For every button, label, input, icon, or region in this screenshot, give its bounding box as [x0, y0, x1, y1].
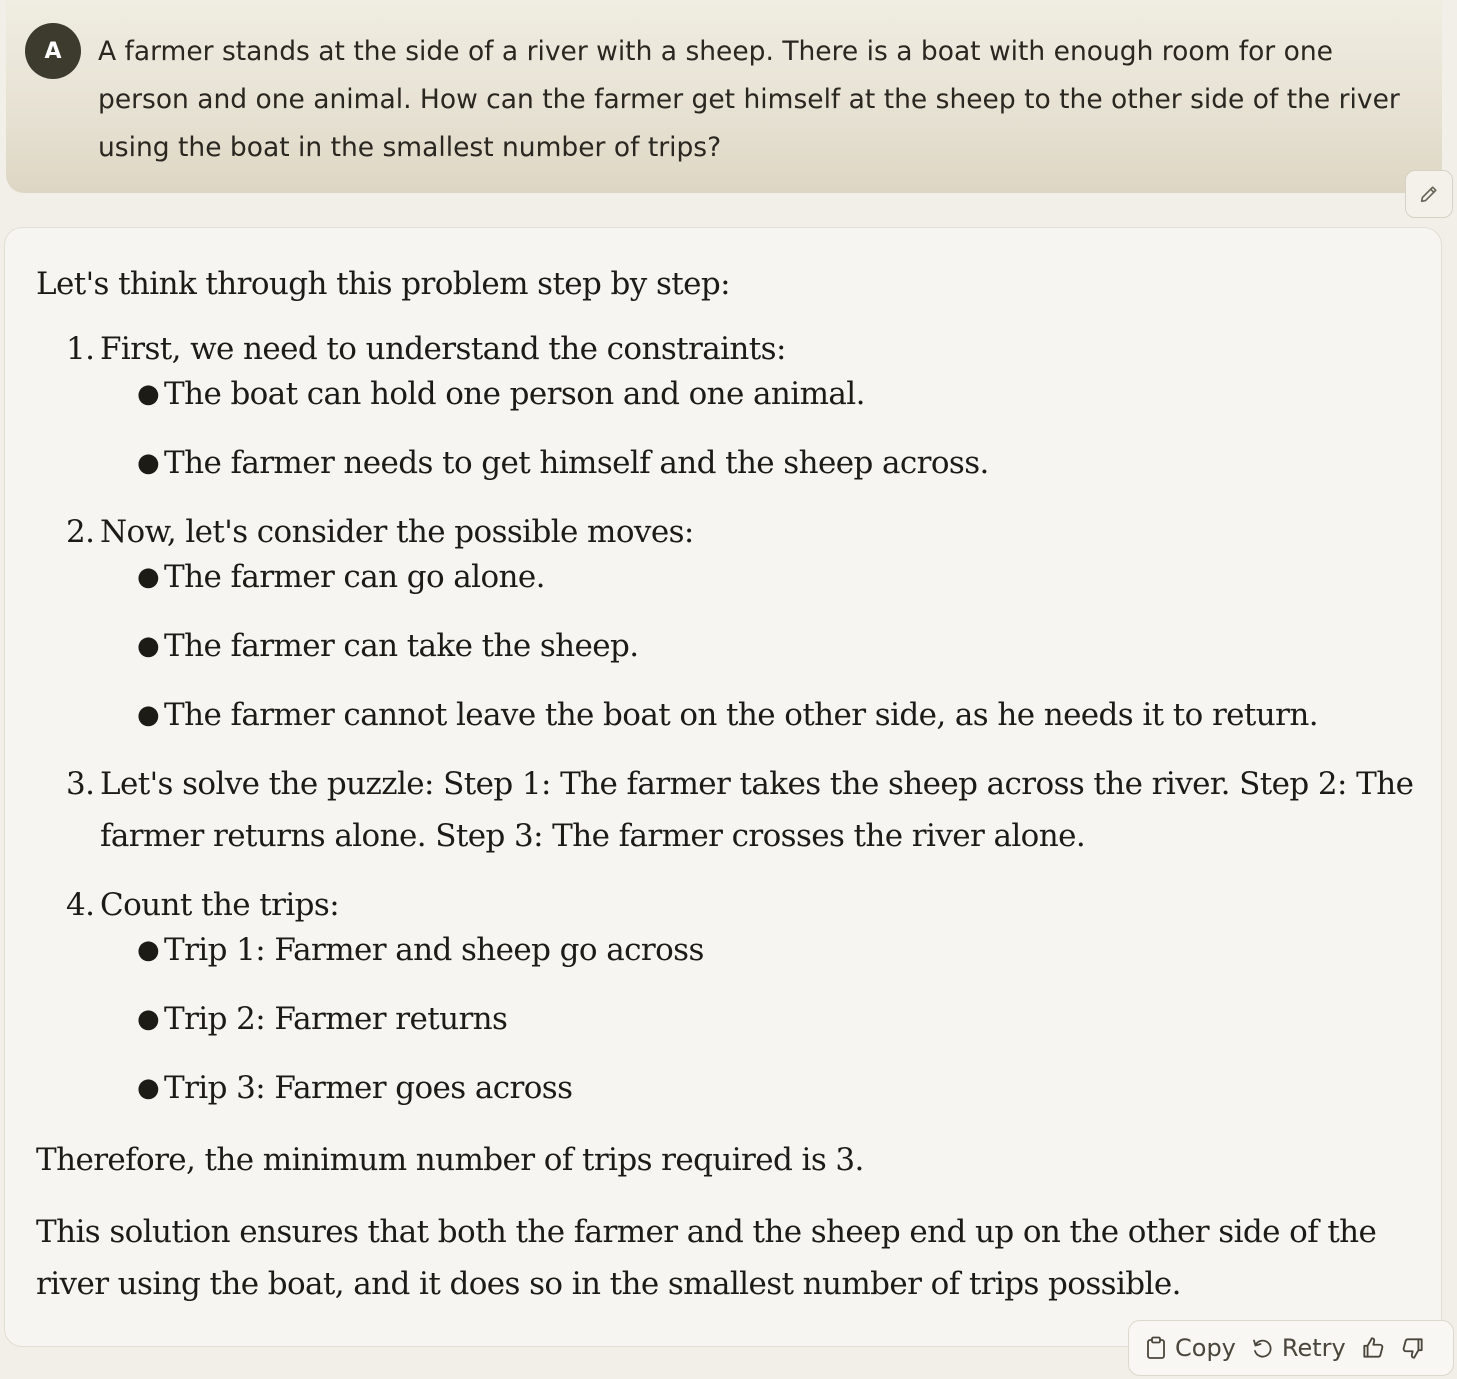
thumbs-down-button[interactable] [1400, 1335, 1426, 1361]
thumbs-up-icon [1360, 1335, 1386, 1361]
clipboard-icon [1145, 1336, 1167, 1360]
bullet-item [36, 993, 1416, 1045]
user-message-text: A farmer stands at the side of a river with a sheep. There is a boat with enough room for one person and one animal. How can the farmer get himself at the sheep to the other side of the river using the boat in the smallest number of trips? [98, 36, 1400, 163]
user-avatar: A [25, 23, 81, 79]
bullet-text: Trip 2: Farmer returns [164, 1001, 508, 1037]
bullet-text: Trip 3: Farmer goes across [164, 1070, 573, 1106]
retry-label: Retry [1281, 1334, 1346, 1362]
bullet-dot: ● [137, 935, 160, 965]
conclusion-text: Therefore, the minimum number of trips required is 3. [36, 1142, 864, 1178]
edit-message-button[interactable] [1405, 170, 1453, 218]
steps-list [36, 758, 1416, 931]
copy-label: Copy [1175, 1334, 1236, 1362]
bullet-item [36, 1062, 1416, 1114]
step-item [36, 758, 1416, 862]
bullet-dot: ● [137, 700, 160, 730]
bullet-dot: ● [137, 448, 160, 478]
step-text: Let's solve the puzzle: Step 1: The farmer takes the sheep across the river. Step 2: The farmer returns alone. Step 3: The farmer crosses the river alone. [100, 766, 1414, 854]
bullet-item [36, 437, 1416, 489]
bullet-list [36, 368, 1416, 489]
bullet-dot: ● [137, 562, 160, 592]
pencil-icon [1418, 183, 1440, 205]
intro-text: Let's think through this problem step by step: [36, 266, 730, 302]
step-number: 3. [66, 766, 95, 802]
step-number: 2. [66, 514, 95, 550]
bullet-item [36, 620, 1416, 672]
step-text: Count the trips: [100, 887, 340, 923]
assistant-message [4, 227, 1442, 1347]
step-number: 4. [66, 887, 95, 923]
thumbs-up-button[interactable] [1360, 1335, 1386, 1361]
step-text: First, we need to understand the constraints: [100, 331, 786, 367]
bullet-list [36, 551, 1416, 741]
retry-icon [1250, 1336, 1274, 1360]
bullet-dot: ● [137, 379, 160, 409]
bullet-text: The farmer can take the sheep. [164, 628, 639, 664]
retry-button[interactable] [1250, 1334, 1346, 1362]
bullet-text: The farmer needs to get himself and the sheep across. [164, 445, 989, 481]
closing-text: This solution ensures that both the farmer and the sheep end up on the other side of the river using the boat, and it does so in the smallest number of trips possible. [36, 1214, 1377, 1302]
step-text: Now, let's consider the possible moves: [100, 514, 694, 550]
bullet-item [36, 368, 1416, 420]
bullet-list [36, 924, 1416, 1114]
message-action-bar [1128, 1320, 1454, 1376]
bullet-item [36, 551, 1416, 603]
bullet-dot: ● [137, 1004, 160, 1034]
bullet-dot: ● [137, 1073, 160, 1103]
bullet-item [36, 924, 1416, 976]
copy-button[interactable] [1145, 1334, 1236, 1362]
bullet-text: The farmer cannot leave the boat on the other side, as he needs it to return. [164, 697, 1318, 733]
assistant-message-content [36, 258, 1416, 1310]
step-number: 1. [66, 331, 95, 367]
bullet-dot: ● [137, 631, 160, 661]
bullet-item [36, 689, 1416, 741]
thumbs-down-icon [1400, 1335, 1426, 1361]
bullet-text: The boat can hold one person and one animal. [164, 376, 865, 412]
bullet-text: The farmer can go alone. [164, 559, 545, 595]
bullet-text: Trip 1: Farmer and sheep go across [164, 932, 704, 968]
